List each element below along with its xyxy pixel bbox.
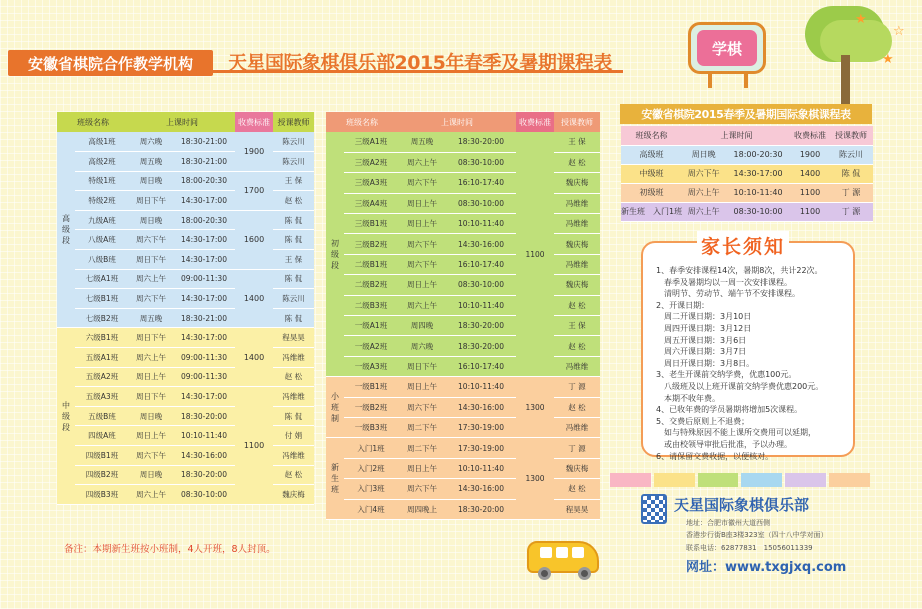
class-day: 周二下午 <box>398 417 446 437</box>
bus-window <box>540 547 552 558</box>
notice-line: 八级班及以上班开课前交纳学费优惠200元。 <box>656 381 824 391</box>
col-header-class: 班级名称 <box>326 112 398 132</box>
class-teacher: 陈云川 <box>273 152 314 172</box>
notice-line: 周五开课日期：3月6日 <box>656 335 747 345</box>
class-name: 三级A3班 <box>344 173 398 193</box>
tv-leg <box>708 74 712 88</box>
class-day: 周日上午 <box>398 214 446 234</box>
class-name: 高级1班 <box>75 132 129 152</box>
class-time: 18:30-20:00 <box>446 336 516 356</box>
table-row <box>57 485 314 505</box>
class-time: 17:30-19:00 <box>446 417 516 437</box>
tree-trunk <box>841 55 850 105</box>
col-header-fee: 收费标准 <box>516 112 554 132</box>
table-row <box>326 193 600 213</box>
class-name: 中级班 <box>621 164 682 183</box>
col-header-teacher: 授课教师 <box>829 126 873 145</box>
table-row <box>57 152 314 172</box>
table-row <box>326 132 600 152</box>
notice-line: 1、春季安排课程14次，暑期8次，共计22次。 <box>656 266 823 275</box>
class-time: 18:00-20:30 <box>173 171 235 191</box>
class-teacher: 陈 侃 <box>273 230 314 250</box>
class-day: 周六上午 <box>398 152 446 172</box>
class-name: 三级A4班 <box>344 193 398 213</box>
class-teacher: 魏庆梅 <box>273 485 314 505</box>
class-name: 二级B1班 <box>344 254 398 274</box>
class-name: 一级A2班 <box>344 336 398 356</box>
class-teacher: 赵 松 <box>273 367 314 387</box>
bus-wheel <box>578 567 591 580</box>
class-day: 周六下午 <box>398 397 446 417</box>
class-teacher: 丁 源 <box>829 183 873 202</box>
class-name: 三级A2班 <box>344 152 398 172</box>
class-time: 17:30-19:00 <box>446 438 516 458</box>
class-teacher: 陈云川 <box>829 145 873 164</box>
class-fee: 1900 <box>791 145 829 164</box>
col-header-time: 上课时间 <box>682 126 791 145</box>
class-fee: 1100 <box>791 202 829 221</box>
notice-body <box>656 265 846 462</box>
class-day: 周日上午 <box>398 377 446 397</box>
table-row <box>57 328 314 348</box>
segment-name: 中级段 <box>62 400 70 432</box>
notice-line: 5、交费后原则上不退费； <box>656 416 750 426</box>
class-day: 周日下午 <box>129 250 173 270</box>
class-time: 18:30-21:00 <box>173 132 235 152</box>
class-name: 五级A3班 <box>75 387 129 407</box>
club-phone: 联系电话：62877831 15056011339 <box>686 544 813 552</box>
class-teacher: 赵 松 <box>273 465 314 485</box>
class-day: 周五晚 <box>129 308 173 328</box>
color-swatch <box>610 473 651 487</box>
class-name: 五级A1班 <box>75 348 129 368</box>
notice-line: 6、请保留交费收据，以便核对。 <box>656 451 774 461</box>
notice-line: 清明节、劳动节、端午节不安排课程。 <box>656 289 800 299</box>
class-name: 七级A1班 <box>75 269 129 289</box>
class-time: 10:10-11:40 <box>173 426 235 446</box>
class-teacher: 冯维维 <box>554 417 600 437</box>
table-row <box>326 479 600 499</box>
table-row <box>621 164 873 183</box>
page-title: 天星国际象棋俱乐部2015年春季及暑期课程表 <box>228 52 612 74</box>
class-teacher: 赵 松 <box>273 191 314 211</box>
class-day: 周六下午 <box>129 230 173 250</box>
notice-line: 春季及暑期均以一周一次安排课程。 <box>656 277 792 287</box>
class-day: 周六下午 <box>398 234 446 254</box>
color-swatch <box>654 473 695 487</box>
table-row <box>326 336 600 356</box>
class-time: 14:30-16:00 <box>446 234 516 254</box>
class-time: 16:10-17:40 <box>446 254 516 274</box>
class-name: 四级B1班 <box>75 446 129 466</box>
table-row <box>326 438 600 458</box>
class-time: 14:30-16:00 <box>446 397 516 417</box>
class-name: 七级B1班 <box>75 289 129 309</box>
class-time: 10:10-11:40 <box>446 458 516 478</box>
class-time: 14:30-16:00 <box>173 446 235 466</box>
schedule-table-beginner <box>326 112 600 520</box>
class-time: 18:30-21:00 <box>173 308 235 328</box>
class-day: 周六下午 <box>682 164 725 183</box>
notice-line: 周六开课日期：3月7日 <box>656 347 747 357</box>
col-header-fee: 收费标准 <box>235 112 273 132</box>
class-fee: 1400 <box>791 164 829 183</box>
notice-line: 4、已收年费的学员暑期将增加5次课程。 <box>656 405 803 415</box>
class-name: 高级班 <box>621 145 682 164</box>
class-time: 14:30-17:00 <box>173 387 235 407</box>
class-day: 周六下午 <box>398 254 446 274</box>
class-time: 09:00-11:30 <box>173 269 235 289</box>
bus-window <box>556 547 568 558</box>
class-name: 特级1班 <box>75 171 129 191</box>
table-row <box>57 132 314 152</box>
class-time: 18:30-20:00 <box>173 465 235 485</box>
class-teacher: 陈云川 <box>273 289 314 309</box>
class-name: 二级B2班 <box>344 275 398 295</box>
table-row <box>57 191 314 211</box>
star-icon: ★ <box>882 52 894 67</box>
color-swatch <box>829 473 870 487</box>
class-day: 周六上午 <box>129 348 173 368</box>
tv-leg <box>744 74 748 88</box>
class-time: 09:00-11:30 <box>173 367 235 387</box>
class-time: 14:30-16:00 <box>446 479 516 499</box>
table-row <box>326 356 600 376</box>
class-name: 五级A2班 <box>75 367 129 387</box>
class-day: 周日下午 <box>129 328 173 348</box>
class-teacher: 冯维维 <box>554 356 600 376</box>
table-row <box>57 308 314 328</box>
class-day: 周六上午 <box>129 269 173 289</box>
class-teacher: 陈 侃 <box>829 164 873 183</box>
class-time: 16:10-17:40 <box>446 173 516 193</box>
class-time: 18:00-20:30 <box>173 210 235 230</box>
class-fee: 1300 <box>516 377 554 438</box>
class-day: 周六晚 <box>129 132 173 152</box>
class-name: 入门1班 <box>344 438 398 458</box>
class-day: 周日上午 <box>398 458 446 478</box>
table-row <box>326 316 600 336</box>
segment-name: 初级段 <box>331 238 339 270</box>
class-teacher: 冯维维 <box>273 387 314 407</box>
table-row <box>57 250 314 270</box>
table-row <box>326 254 600 274</box>
table-row <box>57 230 314 250</box>
class-teacher: 丁 源 <box>554 438 600 458</box>
table-row <box>326 275 600 295</box>
class-time: 14:30-17:00 <box>173 191 235 211</box>
class-time: 08:30-10:00 <box>446 152 516 172</box>
class-teacher: 赵 松 <box>554 397 600 417</box>
class-teacher: 赵 松 <box>554 295 600 315</box>
color-strip <box>610 473 870 487</box>
color-swatch <box>741 473 782 487</box>
class-time: 10:10-11:40 <box>446 377 516 397</box>
class-teacher: 冯维维 <box>273 348 314 368</box>
color-swatch <box>785 473 826 487</box>
class-day: 周日晚 <box>682 145 725 164</box>
org-banner: 安徽省棋院合作教学机构 <box>8 50 213 76</box>
class-teacher: 陈 侃 <box>273 406 314 426</box>
class-teacher: 魏庆梅 <box>554 173 600 193</box>
table-row <box>326 295 600 315</box>
class-day: 周五晚 <box>398 132 446 152</box>
table-row <box>621 183 873 202</box>
col-header-time: 上课时间 <box>398 112 516 132</box>
class-time: 18:30-21:00 <box>173 152 235 172</box>
table-row <box>326 458 600 478</box>
notice-line: 周日开课日期：3月8日。 <box>656 358 755 368</box>
class-teacher: 王 保 <box>554 132 600 152</box>
club-website-link[interactable]: 网址：www.txgjxq.com <box>686 560 847 575</box>
class-name: 八级B班 <box>75 250 129 270</box>
notice-line: 本期不收年费。 <box>656 393 720 403</box>
class-teacher: 程昊昊 <box>273 328 314 348</box>
class-name: 一级B2班 <box>344 397 398 417</box>
class-name: 初级班 <box>621 183 682 202</box>
class-day: 周六上午 <box>682 183 725 202</box>
class-time: 08:30-10:00 <box>725 202 791 221</box>
table-row <box>57 465 314 485</box>
class-time: 08:30-10:00 <box>173 485 235 505</box>
class-time: 14:30-17:00 <box>173 328 235 348</box>
class-name: 二级B3班 <box>344 295 398 315</box>
class-day: 周六下午 <box>398 173 446 193</box>
class-day: 周日晚 <box>129 465 173 485</box>
class-teacher: 王 保 <box>273 171 314 191</box>
class-name: 五级B班 <box>75 406 129 426</box>
class-name: 九级A班 <box>75 210 129 230</box>
class-day: 周日晚 <box>129 171 173 191</box>
segment-name: 小班制 <box>331 391 339 423</box>
table-row <box>326 234 600 254</box>
class-day: 周二下午 <box>398 438 446 458</box>
class-day: 周六晚 <box>398 336 446 356</box>
table-row <box>326 377 600 397</box>
table-row <box>57 171 314 191</box>
class-name: 八级A班 <box>75 230 129 250</box>
class-teacher: 魏庆梅 <box>554 234 600 254</box>
class-time: 14:30-17:00 <box>173 250 235 270</box>
class-time: 09:00-11:30 <box>173 348 235 368</box>
notice-line: 如与特殊原因不能上课所交费用可以延期， <box>656 428 816 438</box>
class-teacher: 王 保 <box>554 316 600 336</box>
table-row <box>57 406 314 426</box>
col-header-fee: 收费标准 <box>791 126 829 145</box>
class-fee: 1900 <box>235 132 273 171</box>
class-fee: 1300 <box>516 438 554 520</box>
class-name: 特级2班 <box>75 191 129 211</box>
class-day: 周六下午 <box>129 446 173 466</box>
class-day: 周四晚 <box>398 316 446 336</box>
class-day: 周四晚上 <box>398 499 446 519</box>
notice-line: 周二开课日期：3月10日 <box>656 312 752 322</box>
schedule-table-advanced <box>57 112 314 505</box>
class-teacher: 丁 源 <box>554 377 600 397</box>
table-row <box>326 499 600 519</box>
color-swatch <box>698 473 739 487</box>
class-fee: 1100 <box>516 132 554 377</box>
class-teacher: 魏庆梅 <box>554 458 600 478</box>
class-teacher: 冯维维 <box>273 446 314 466</box>
notice-line: 或由校领导审批后批准，予以办理。 <box>656 439 792 449</box>
col-header-teacher: 授课教师 <box>273 112 314 132</box>
class-teacher: 付 娟 <box>273 426 314 446</box>
class-name: 新生班 入门1班 <box>621 202 682 221</box>
footnote: 备注：本期新生班按小班制，4人开班，8人封顶。 <box>64 544 276 555</box>
provincial-schedule-title: 安徽省棋院2015春季及暑期国际象棋课程表 <box>620 104 872 124</box>
table-row <box>57 348 314 368</box>
class-name: 四级B3班 <box>75 485 129 505</box>
class-teacher: 赵 松 <box>554 152 600 172</box>
class-time: 18:30-20:00 <box>446 132 516 152</box>
class-name: 一级B1班 <box>344 377 398 397</box>
bus-window <box>572 547 584 558</box>
class-day: 周日晚 <box>129 406 173 426</box>
class-day: 周六下午 <box>129 289 173 309</box>
table-row <box>57 387 314 407</box>
class-day: 周五晚 <box>129 152 173 172</box>
class-name: 七级B2班 <box>75 308 129 328</box>
segment-label <box>326 132 344 377</box>
class-name: 一级B3班 <box>344 417 398 437</box>
notice-title: 家长须知 <box>700 236 785 258</box>
table-row <box>326 152 600 172</box>
class-day: 周六上午 <box>682 202 725 221</box>
col-header-class: 班级名称 <box>621 126 682 145</box>
class-time: 10:10-11:40 <box>725 183 791 202</box>
class-name: 高级2班 <box>75 152 129 172</box>
class-name: 一级A3班 <box>344 356 398 376</box>
table-row <box>326 173 600 193</box>
table-row <box>621 145 873 164</box>
class-teacher: 赵 松 <box>554 479 600 499</box>
class-day: 周日上午 <box>398 193 446 213</box>
class-name: 三级B2班 <box>344 234 398 254</box>
chess-club-logo-icon <box>641 494 667 524</box>
class-day: 周日上午 <box>129 367 173 387</box>
table-row <box>621 202 873 221</box>
class-name: 入门2班 <box>344 458 398 478</box>
class-fee: 1400 <box>235 328 273 387</box>
club-address-detail: 香港步行街B座3楼323室（四十八中学对面） <box>686 531 828 539</box>
class-name: 入门3班 <box>344 479 398 499</box>
notice-line: 周四开课日期：3月12日 <box>656 323 752 333</box>
class-time: 10:10-11:40 <box>446 214 516 234</box>
class-fee: 1100 <box>235 387 273 505</box>
col-header-teacher: 授课教师 <box>554 112 600 132</box>
class-teacher: 魏庆梅 <box>554 275 600 295</box>
table-row <box>57 426 314 446</box>
table-row <box>57 269 314 289</box>
table-row <box>57 210 314 230</box>
class-teacher: 陈 侃 <box>273 308 314 328</box>
class-time: 08:30-10:00 <box>446 193 516 213</box>
class-time: 18:30-20:00 <box>173 406 235 426</box>
col-header-time: 上课时间 <box>129 112 235 132</box>
class-name: 六级B1班 <box>75 328 129 348</box>
class-name: 四级B2班 <box>75 465 129 485</box>
class-name: 入门4班 <box>344 499 398 519</box>
class-day: 周日上午 <box>129 426 173 446</box>
provincial-schedule-table <box>621 126 873 222</box>
star-icon: ☆ <box>893 24 905 39</box>
notice-line: 3、老生开课前交纳学费，优惠100元。 <box>656 370 797 380</box>
table-row <box>326 417 600 437</box>
class-day: 周六上午 <box>129 485 173 505</box>
class-time: 14:30-17:00 <box>173 230 235 250</box>
segment-name: 高级段 <box>62 214 70 246</box>
class-day: 周六下午 <box>398 479 446 499</box>
class-teacher: 冯维维 <box>554 193 600 213</box>
class-time: 10:10-11:40 <box>446 295 516 315</box>
segment-label <box>326 377 344 438</box>
class-day: 周日上午 <box>398 275 446 295</box>
class-fee: 1600 <box>235 210 273 269</box>
star-icon: ★ <box>855 12 867 27</box>
table-row <box>326 397 600 417</box>
class-day: 周日下午 <box>398 356 446 376</box>
class-teacher: 陈 侃 <box>273 269 314 289</box>
club-name: 天星国际象棋俱乐部 <box>674 496 810 514</box>
class-name: 四级A班 <box>75 426 129 446</box>
segment-label <box>57 328 75 504</box>
class-name: 三级B1班 <box>344 214 398 234</box>
class-time: 14:30-17:00 <box>173 289 235 309</box>
class-day: 周日下午 <box>129 191 173 211</box>
segment-label <box>326 438 344 520</box>
class-teacher: 冯维维 <box>554 214 600 234</box>
class-day: 周六上午 <box>398 295 446 315</box>
table-row <box>57 289 314 309</box>
segment-name: 新生班 <box>331 463 339 495</box>
class-fee: 1400 <box>235 269 273 328</box>
bus-wheel <box>538 567 551 580</box>
class-day: 周日晚 <box>129 210 173 230</box>
class-fee: 1700 <box>235 171 273 210</box>
class-time: 18:00-20:30 <box>725 145 791 164</box>
class-teacher: 赵 松 <box>554 336 600 356</box>
class-name: 三级A1班 <box>344 132 398 152</box>
class-time: 16:10-17:40 <box>446 356 516 376</box>
class-name: 一级A1班 <box>344 316 398 336</box>
class-teacher: 丁 源 <box>829 202 873 221</box>
class-time: 18:30-20:00 <box>446 316 516 336</box>
class-fee: 1100 <box>791 183 829 202</box>
class-time: 14:30-17:00 <box>725 164 791 183</box>
notice-line: 2、开课日期： <box>656 300 710 310</box>
class-teacher: 陈云川 <box>273 132 314 152</box>
class-time: 18:30-20:00 <box>446 499 516 519</box>
tv-screen: 学棋 <box>697 30 757 66</box>
table-row <box>57 367 314 387</box>
class-teacher: 冯维维 <box>554 254 600 274</box>
col-header-class: 班级名称 <box>57 112 129 132</box>
table-row <box>57 446 314 466</box>
class-time: 08:30-10:00 <box>446 275 516 295</box>
class-teacher: 程昊昊 <box>554 499 600 519</box>
club-address: 地址：合肥市徽州大道西侧 <box>686 519 770 527</box>
class-day: 周日下午 <box>129 387 173 407</box>
class-teacher: 王 保 <box>273 250 314 270</box>
segment-label <box>57 132 75 328</box>
class-teacher: 陈 侃 <box>273 210 314 230</box>
table-row <box>326 214 600 234</box>
